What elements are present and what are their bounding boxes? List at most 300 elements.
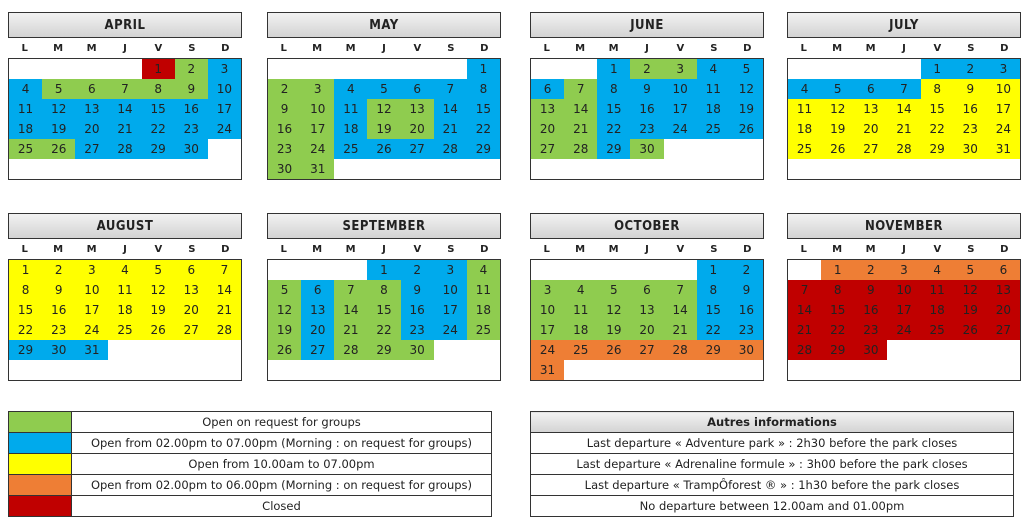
weekday-label: J <box>902 42 906 54</box>
day-cell: 5 <box>42 79 75 99</box>
legend-label: Open from 02.00pm to 06.00pm (Morning : on request for groups) <box>72 475 492 496</box>
day-cell: 2 <box>42 260 75 280</box>
day-cell: 2 <box>854 260 887 280</box>
day-cell: 11 <box>788 99 821 119</box>
day-cell: 3 <box>987 59 1020 79</box>
weekday-label: M <box>608 243 619 255</box>
day-cell: 16 <box>401 300 434 320</box>
day-cell: 22 <box>597 119 630 139</box>
info-line: Last departure « TrampÔforest ® » : 1h30 before the park closes <box>531 475 1014 496</box>
weekday-label: D <box>221 243 230 255</box>
month-october <box>530 213 764 381</box>
day-cell: 13 <box>175 280 208 300</box>
day-cell: 23 <box>854 320 887 340</box>
day-cell: 1 <box>367 260 400 280</box>
day-cell: 1 <box>921 59 954 79</box>
info-title: Autres informations <box>531 412 1014 433</box>
day-cell: 16 <box>268 119 301 139</box>
day-cell: 8 <box>467 79 500 99</box>
weekday-label: M <box>832 42 843 54</box>
day-cell: 27 <box>301 340 334 360</box>
day-cell: 12 <box>142 280 175 300</box>
day-cell: 30 <box>175 139 208 159</box>
day-cell: 11 <box>921 280 954 300</box>
weekday-label: M <box>865 42 876 54</box>
day-cell: 17 <box>987 99 1020 119</box>
day-cell: 27 <box>75 139 108 159</box>
day-cell: 8 <box>142 79 175 99</box>
weekday-label: M <box>345 42 356 54</box>
weekday-label: J <box>645 42 649 54</box>
month-august <box>8 213 242 381</box>
day-cell: 19 <box>821 119 854 139</box>
day-cell: 14 <box>887 99 920 119</box>
day-cell: 28 <box>108 139 141 159</box>
day-cell: 20 <box>401 119 434 139</box>
day-cell: 30 <box>42 340 75 360</box>
day-cell: 1 <box>697 260 730 280</box>
day-grid <box>787 58 1021 180</box>
color-legend <box>8 411 492 517</box>
day-cell: 21 <box>564 119 597 139</box>
day-cell: 14 <box>434 99 467 119</box>
day-cell: 22 <box>367 320 400 340</box>
day-cell: 23 <box>175 119 208 139</box>
day-cell: 6 <box>301 280 334 300</box>
day-cell: 16 <box>954 99 987 119</box>
day-cell: 15 <box>597 99 630 119</box>
day-grid <box>530 259 764 381</box>
day-cell: 10 <box>987 79 1020 99</box>
day-cell: 7 <box>208 260 241 280</box>
day-cell: 7 <box>887 79 920 99</box>
day-cell: 8 <box>697 280 730 300</box>
day-cell: 31 <box>75 340 108 360</box>
day-cell: 13 <box>987 280 1020 300</box>
day-cell: 16 <box>854 300 887 320</box>
legend-swatch <box>9 496 72 517</box>
day-cell: 22 <box>9 320 42 340</box>
day-cell: 2 <box>175 59 208 79</box>
day-cell: 25 <box>467 320 500 340</box>
day-cell: 28 <box>564 139 597 159</box>
weekday-label: S <box>447 243 455 255</box>
day-cell: 7 <box>788 280 821 300</box>
day-cell: 21 <box>887 119 920 139</box>
day-cell: 9 <box>730 280 763 300</box>
day-cell: 12 <box>367 99 400 119</box>
day-cell: 17 <box>208 99 241 119</box>
day-cell: 25 <box>9 139 42 159</box>
day-cell: 10 <box>531 300 564 320</box>
weekday-label: V <box>933 42 942 54</box>
day-cell: 17 <box>75 300 108 320</box>
day-cell: 29 <box>367 340 400 360</box>
day-cell: 21 <box>788 320 821 340</box>
day-cell: 26 <box>821 139 854 159</box>
day-cell: 6 <box>987 260 1020 280</box>
month-may <box>267 12 501 180</box>
day-cell: 3 <box>664 59 697 79</box>
day-cell: 28 <box>887 139 920 159</box>
day-cell: 8 <box>597 79 630 99</box>
info-line: No departure between 12.00am and 01.00pm <box>531 496 1014 517</box>
weekday-label: L <box>21 42 28 54</box>
day-cell: 27 <box>531 139 564 159</box>
day-cell: 14 <box>564 99 597 119</box>
weekday-header <box>267 38 501 58</box>
day-cell: 15 <box>467 99 500 119</box>
day-cell: 7 <box>564 79 597 99</box>
weekday-label: J <box>382 243 386 255</box>
weekday-label: M <box>312 42 323 54</box>
day-cell: 21 <box>334 320 367 340</box>
day-cell: 6 <box>854 79 887 99</box>
weekday-label: D <box>221 42 230 54</box>
weekday-label: M <box>608 42 619 54</box>
legend-label: Closed <box>72 496 492 517</box>
month-title: APRIL <box>8 12 242 38</box>
day-cell: 23 <box>268 139 301 159</box>
day-cell: 23 <box>630 119 663 139</box>
day-cell: 3 <box>531 280 564 300</box>
day-cell: 17 <box>887 300 920 320</box>
day-cell: 13 <box>630 300 663 320</box>
day-cell: 12 <box>42 99 75 119</box>
weekday-label: L <box>280 42 287 54</box>
legend-label: Open from 02.00pm to 07.00pm (Morning : on request for groups) <box>72 433 492 454</box>
day-cell: 10 <box>301 99 334 119</box>
weekday-label: M <box>832 243 843 255</box>
day-cell: 26 <box>42 139 75 159</box>
day-cell: 31 <box>301 159 334 179</box>
weekday-label: D <box>1000 243 1009 255</box>
weekday-header <box>8 239 242 259</box>
weekday-label: D <box>743 42 752 54</box>
day-cell: 3 <box>208 59 241 79</box>
weekday-label: J <box>645 243 649 255</box>
weekday-label: M <box>865 243 876 255</box>
day-cell: 5 <box>597 280 630 300</box>
day-cell: 12 <box>730 79 763 99</box>
weekday-label: S <box>710 243 718 255</box>
day-grid <box>530 58 764 180</box>
day-cell: 27 <box>401 139 434 159</box>
weekday-label: V <box>154 243 163 255</box>
day-cell: 2 <box>630 59 663 79</box>
day-cell: 4 <box>334 79 367 99</box>
day-cell: 13 <box>854 99 887 119</box>
day-grid <box>267 259 501 381</box>
weekday-label: J <box>123 42 127 54</box>
day-grid <box>787 259 1021 381</box>
legend-swatch <box>9 475 72 496</box>
day-cell: 2 <box>268 79 301 99</box>
day-cell: 15 <box>142 99 175 119</box>
weekday-label: L <box>21 243 28 255</box>
day-cell: 10 <box>75 280 108 300</box>
day-cell: 2 <box>730 260 763 280</box>
day-cell: 3 <box>301 79 334 99</box>
day-cell: 15 <box>367 300 400 320</box>
day-cell: 11 <box>334 99 367 119</box>
day-cell: 12 <box>821 99 854 119</box>
month-title: OCTOBER <box>530 213 764 239</box>
day-cell: 25 <box>564 340 597 360</box>
day-cell: 29 <box>921 139 954 159</box>
day-cell: 6 <box>75 79 108 99</box>
day-cell: 20 <box>175 300 208 320</box>
day-cell: 20 <box>531 119 564 139</box>
day-cell: 4 <box>564 280 597 300</box>
day-cell: 29 <box>821 340 854 360</box>
day-cell: 22 <box>697 320 730 340</box>
weekday-label: V <box>676 42 685 54</box>
day-cell: 18 <box>108 300 141 320</box>
month-title: NOVEMBER <box>787 213 1021 239</box>
weekday-label: M <box>345 243 356 255</box>
month-title: MAY <box>267 12 501 38</box>
weekday-label: S <box>188 243 196 255</box>
day-cell: 24 <box>664 119 697 139</box>
day-cell: 21 <box>208 300 241 320</box>
day-cell: 25 <box>697 119 730 139</box>
weekday-label: M <box>86 243 97 255</box>
weekday-header <box>8 38 242 58</box>
day-cell: 14 <box>208 280 241 300</box>
day-cell: 4 <box>921 260 954 280</box>
day-cell: 8 <box>367 280 400 300</box>
day-grid <box>8 259 242 381</box>
day-cell: 30 <box>954 139 987 159</box>
day-cell: 24 <box>301 139 334 159</box>
weekday-label: D <box>743 243 752 255</box>
day-cell: 24 <box>987 119 1020 139</box>
day-cell: 15 <box>697 300 730 320</box>
day-cell: 23 <box>954 119 987 139</box>
weekday-label: D <box>480 42 489 54</box>
legend-label: Open from 10.00am to 07.00pm <box>72 454 492 475</box>
day-cell: 5 <box>954 260 987 280</box>
day-cell: 17 <box>434 300 467 320</box>
day-cell: 22 <box>821 320 854 340</box>
day-cell: 30 <box>268 159 301 179</box>
legend-label: Open on request for groups <box>72 412 492 433</box>
day-cell: 13 <box>531 99 564 119</box>
weekday-header <box>267 239 501 259</box>
day-cell: 4 <box>788 79 821 99</box>
day-cell: 21 <box>434 119 467 139</box>
day-cell: 13 <box>75 99 108 119</box>
day-cell: 10 <box>208 79 241 99</box>
weekday-label: L <box>543 243 550 255</box>
weekday-label: M <box>86 42 97 54</box>
day-cell: 26 <box>597 340 630 360</box>
day-cell: 24 <box>434 320 467 340</box>
month-title: SEPTEMBER <box>267 213 501 239</box>
day-cell: 23 <box>401 320 434 340</box>
day-cell: 24 <box>887 320 920 340</box>
day-cell: 9 <box>175 79 208 99</box>
day-cell: 18 <box>564 320 597 340</box>
weekday-label: V <box>933 243 942 255</box>
day-cell: 26 <box>954 320 987 340</box>
month-april <box>8 12 242 180</box>
day-cell: 9 <box>630 79 663 99</box>
day-cell: 1 <box>821 260 854 280</box>
day-cell: 22 <box>467 119 500 139</box>
legend-swatch <box>9 412 72 433</box>
day-cell: 31 <box>531 360 564 380</box>
weekday-label: M <box>575 243 586 255</box>
info-line: Last departure « Adrenaline formule » : 3h00 before the park closes <box>531 454 1014 475</box>
day-cell: 23 <box>42 320 75 340</box>
day-cell: 9 <box>268 99 301 119</box>
day-cell: 1 <box>597 59 630 79</box>
day-cell: 7 <box>334 280 367 300</box>
day-cell: 18 <box>467 300 500 320</box>
weekday-header <box>787 239 1021 259</box>
day-cell: 27 <box>854 139 887 159</box>
day-cell: 7 <box>108 79 141 99</box>
day-cell: 29 <box>142 139 175 159</box>
day-cell: 11 <box>108 280 141 300</box>
day-cell: 12 <box>597 300 630 320</box>
day-cell: 13 <box>401 99 434 119</box>
day-cell: 27 <box>987 320 1020 340</box>
day-cell: 28 <box>334 340 367 360</box>
day-cell: 24 <box>531 340 564 360</box>
day-cell: 15 <box>921 99 954 119</box>
day-cell: 8 <box>821 280 854 300</box>
day-cell: 17 <box>664 99 697 119</box>
day-grid <box>8 58 242 180</box>
weekday-label: D <box>480 243 489 255</box>
month-title: AUGUST <box>8 213 242 239</box>
month-july <box>787 12 1021 180</box>
day-cell: 20 <box>75 119 108 139</box>
day-cell: 29 <box>597 139 630 159</box>
weekday-label: M <box>53 42 64 54</box>
day-cell: 17 <box>301 119 334 139</box>
weekday-header <box>530 239 764 259</box>
day-cell: 16 <box>42 300 75 320</box>
month-june <box>530 12 764 180</box>
weekday-label: V <box>154 42 163 54</box>
day-cell: 30 <box>854 340 887 360</box>
day-cell: 19 <box>42 119 75 139</box>
weekday-label: L <box>280 243 287 255</box>
weekday-header <box>530 38 764 58</box>
day-cell: 21 <box>664 320 697 340</box>
day-cell: 6 <box>531 79 564 99</box>
day-cell: 4 <box>467 260 500 280</box>
day-cell: 2 <box>401 260 434 280</box>
day-cell: 25 <box>921 320 954 340</box>
day-cell: 10 <box>887 280 920 300</box>
legend-swatch <box>9 433 72 454</box>
weekday-label: J <box>123 243 127 255</box>
weekday-label: S <box>188 42 196 54</box>
day-cell: 8 <box>921 79 954 99</box>
day-cell: 19 <box>367 119 400 139</box>
day-cell: 28 <box>434 139 467 159</box>
day-cell: 20 <box>301 320 334 340</box>
day-cell: 24 <box>75 320 108 340</box>
day-cell: 20 <box>630 320 663 340</box>
day-cell: 11 <box>564 300 597 320</box>
day-cell: 9 <box>42 280 75 300</box>
day-cell: 25 <box>334 139 367 159</box>
day-cell: 9 <box>401 280 434 300</box>
day-cell: 29 <box>9 340 42 360</box>
day-cell: 1 <box>142 59 175 79</box>
day-cell: 5 <box>268 280 301 300</box>
day-cell: 6 <box>175 260 208 280</box>
day-cell: 5 <box>730 59 763 79</box>
day-cell: 1 <box>467 59 500 79</box>
weekday-label: D <box>1000 42 1009 54</box>
day-cell: 27 <box>630 340 663 360</box>
day-cell: 8 <box>9 280 42 300</box>
day-cell: 14 <box>108 99 141 119</box>
day-grid <box>267 58 501 180</box>
day-cell: 19 <box>142 300 175 320</box>
day-cell: 19 <box>597 320 630 340</box>
weekday-label: M <box>575 42 586 54</box>
day-cell: 6 <box>630 280 663 300</box>
other-information-table <box>530 411 1014 517</box>
weekday-label: V <box>413 243 422 255</box>
day-cell: 7 <box>664 280 697 300</box>
day-cell: 18 <box>921 300 954 320</box>
day-cell: 19 <box>954 300 987 320</box>
day-cell: 22 <box>921 119 954 139</box>
day-cell: 18 <box>334 119 367 139</box>
day-cell: 29 <box>467 139 500 159</box>
day-cell: 18 <box>9 119 42 139</box>
day-cell: 30 <box>630 139 663 159</box>
day-cell: 17 <box>531 320 564 340</box>
day-cell: 9 <box>954 79 987 99</box>
day-cell: 25 <box>108 320 141 340</box>
legend-swatch <box>9 454 72 475</box>
day-cell: 2 <box>954 59 987 79</box>
info-line: Last departure « Adventure park » : 2h30 before the park closes <box>531 433 1014 454</box>
day-cell: 15 <box>9 300 42 320</box>
day-cell: 10 <box>434 280 467 300</box>
weekday-label: J <box>382 42 386 54</box>
day-cell: 1 <box>9 260 42 280</box>
weekday-label: V <box>676 243 685 255</box>
weekday-label: S <box>447 42 455 54</box>
month-title: JULY <box>787 12 1021 38</box>
weekday-label: L <box>800 42 807 54</box>
day-cell: 16 <box>730 300 763 320</box>
day-cell: 31 <box>987 139 1020 159</box>
day-cell: 16 <box>630 99 663 119</box>
day-cell: 26 <box>730 119 763 139</box>
day-cell: 15 <box>821 300 854 320</box>
weekday-label: M <box>312 243 323 255</box>
weekday-label: S <box>967 243 975 255</box>
day-cell: 20 <box>854 119 887 139</box>
day-cell: 11 <box>9 99 42 119</box>
day-cell: 30 <box>730 340 763 360</box>
day-cell: 7 <box>434 79 467 99</box>
day-cell: 16 <box>175 99 208 119</box>
day-cell: 13 <box>301 300 334 320</box>
